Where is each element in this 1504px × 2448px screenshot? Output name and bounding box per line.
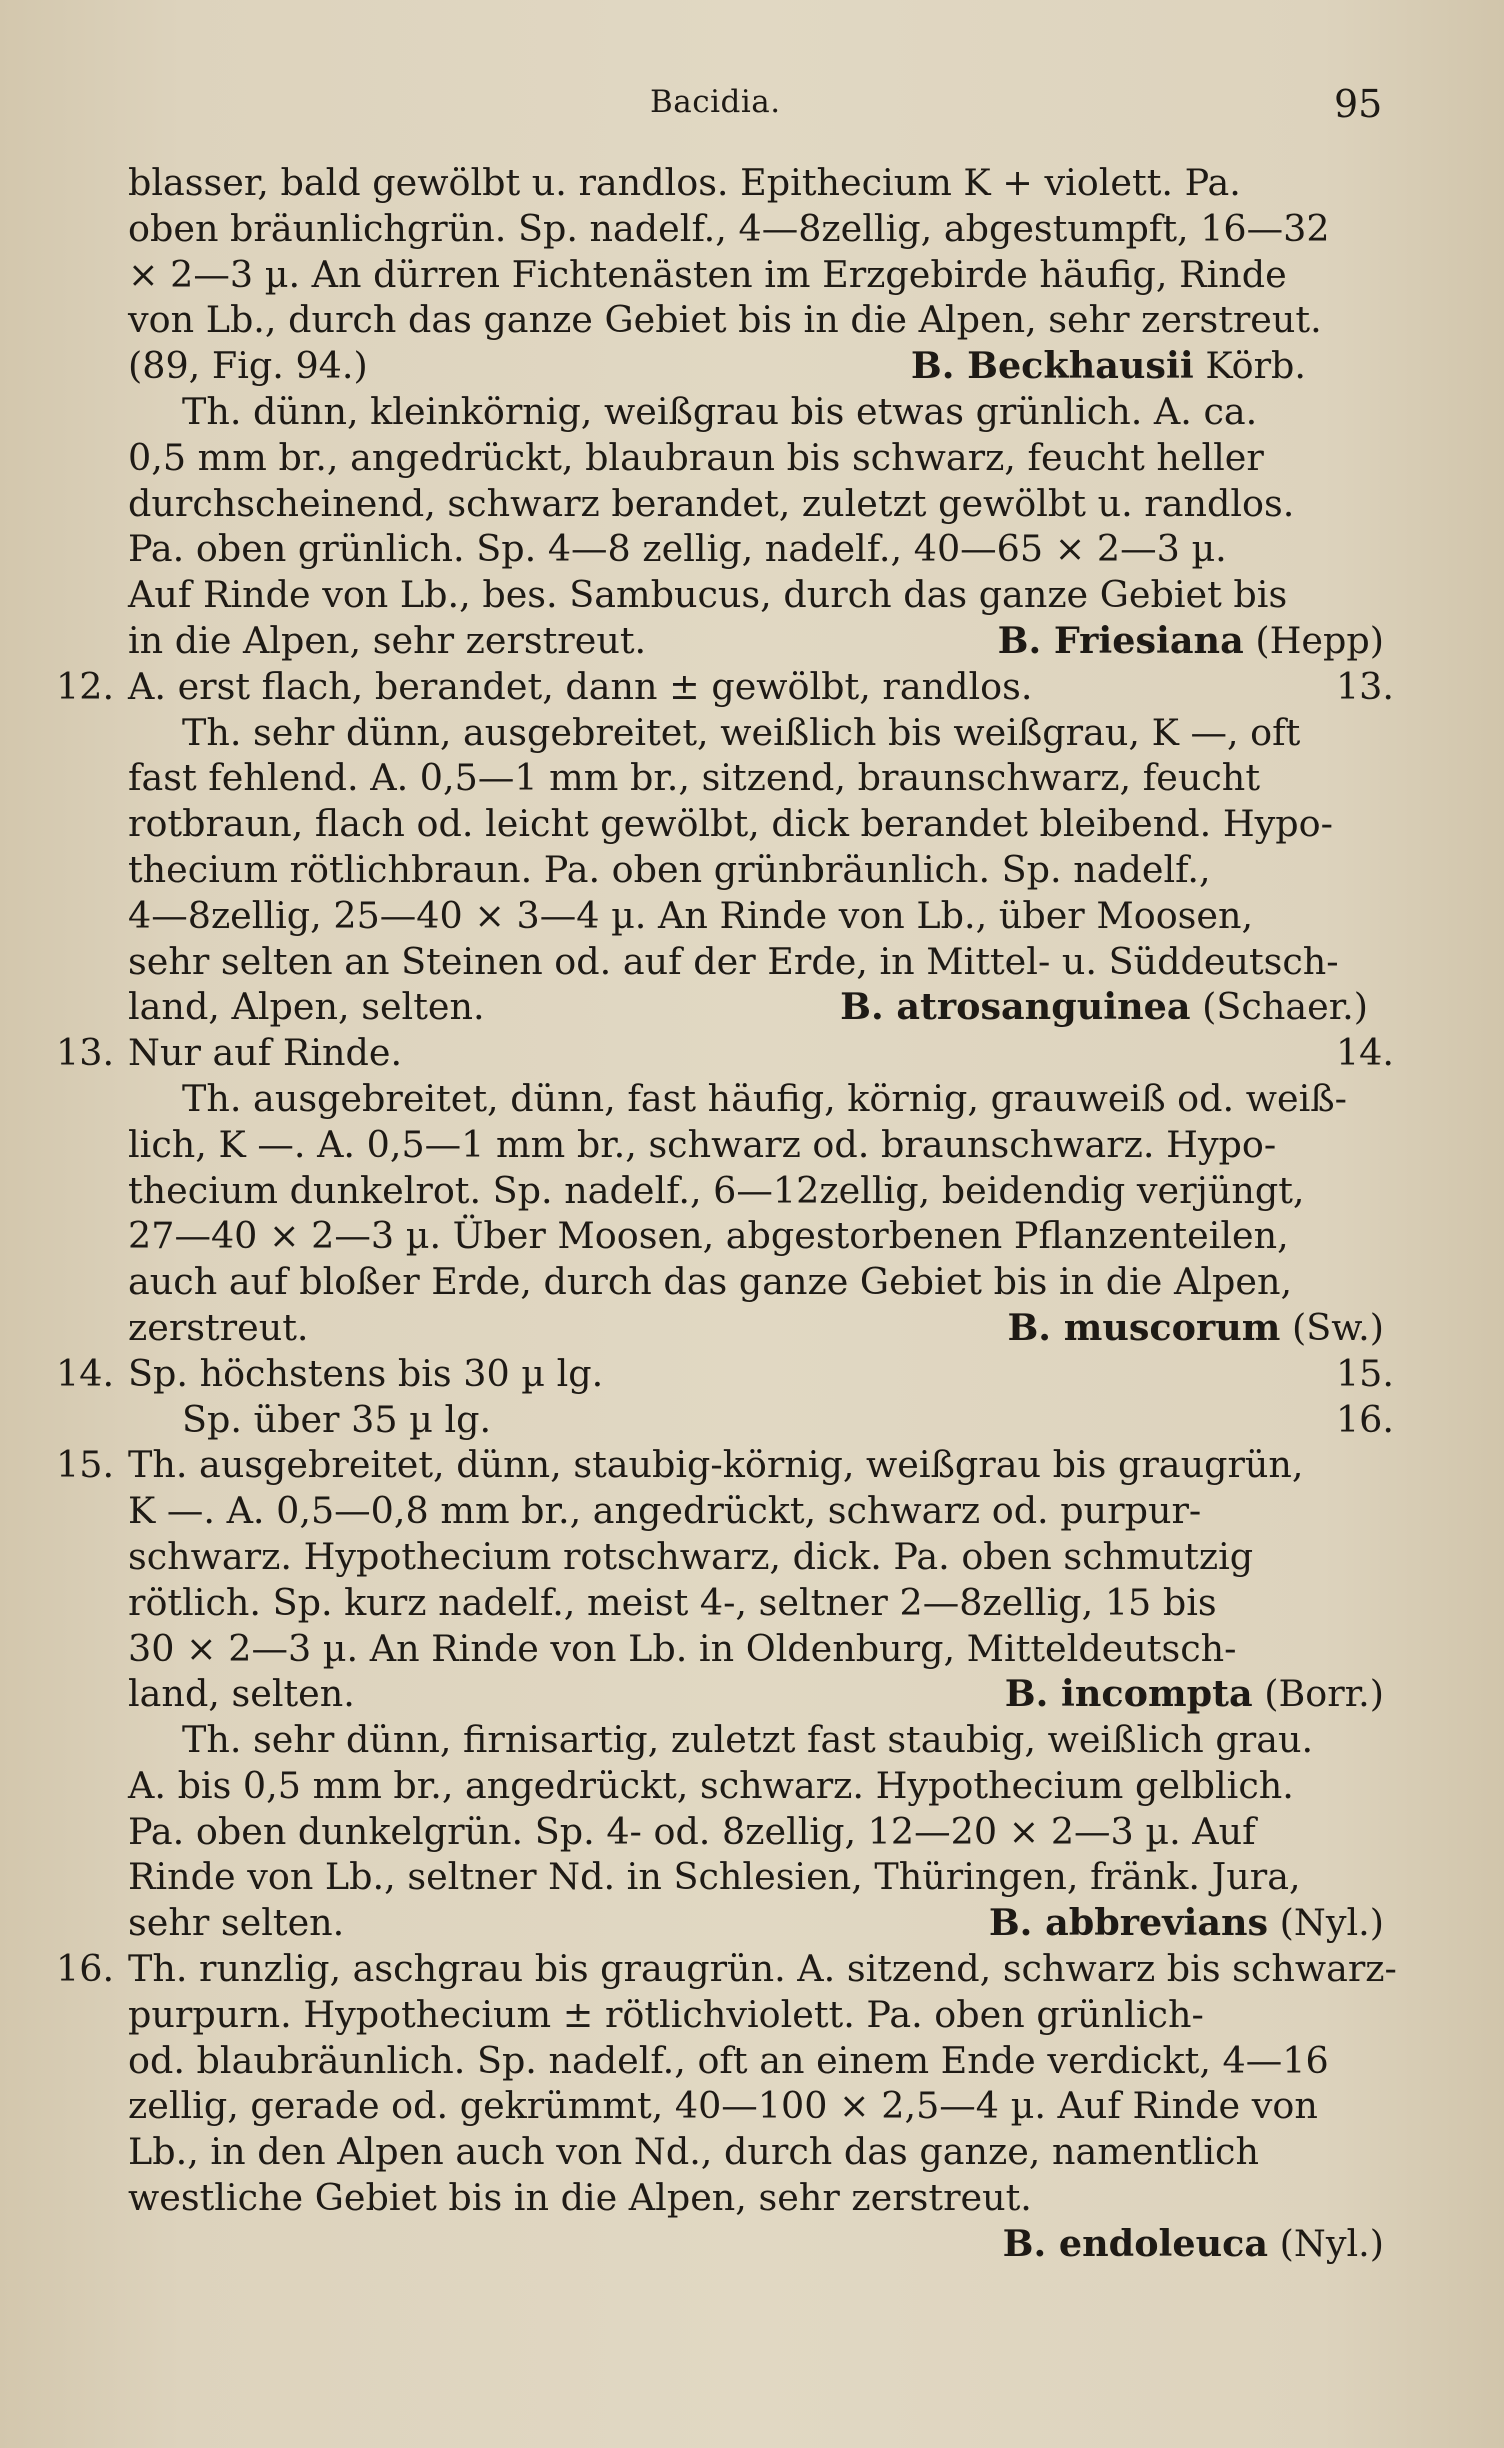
page-number: 95 xyxy=(1334,82,1383,126)
text-line: Th. sehr dünn, ausgebreitet, weißlich bis weißgrau, K —, oft xyxy=(182,710,1301,754)
text-line: rötlich. Sp. kurz nadelf., meist 4-, seltner 2—8zellig, 15 bis xyxy=(128,1580,1217,1624)
text-line: thecium rötlichbraun. Pa. oben grünbräunlich. Sp. nadelf., xyxy=(128,847,1211,891)
text-line: blasser, bald gewölbt u. randlos. Epithecium K + violett. Pa. xyxy=(128,161,1241,204)
couplet-number: 15. xyxy=(56,1443,115,1487)
text-line: lich, K —. A. 0,5—1 mm br., schwarz od. braunschwarz. Hypo- xyxy=(128,1122,1277,1166)
text-line: K —. A. 0,5—0,8 mm br., angedrückt, schwarz od. purpur- xyxy=(128,1489,1202,1533)
text-line: durchscheinend, schwarz berandet, zuletzt gewölbt u. randlos. xyxy=(128,481,1295,525)
text-line: fast fehlend. A. 0,5—1 mm br., sitzend, braunschwarz, feucht xyxy=(128,756,1260,800)
text-line: od. blaubräunlich. Sp. nadelf., oft an einem Ende verdickt, 4—16 xyxy=(128,2038,1329,2082)
text-line: westliche Gebiet bis in die Alpen, sehr zerstreut. xyxy=(128,2176,1032,2220)
text-line: schwarz. Hypothecium rotschwarz, dick. Pa. oben schmutzig xyxy=(128,1534,1254,1578)
text-line: Lb., in den Alpen auch von Nd., durch das ganze, namentlich xyxy=(128,2130,1259,2174)
key-text xyxy=(56,160,1397,2267)
couplet-line: 13. Nur auf Rinde. 14. xyxy=(56,1031,1394,1075)
text-line: (89, Fig. 94.) B. Beckhausii Körb. xyxy=(128,344,1306,388)
species-name: B. Friesiana (Hepp) xyxy=(997,618,1384,662)
couplet-reference: 14. xyxy=(1335,1031,1394,1075)
text-line: Th. ausgebreitet, dünn, fast häufig, körnig, grauweiß od. weiß- xyxy=(182,1076,1347,1120)
couplet-number: 16. xyxy=(56,1947,115,1991)
couplet-line: 12. A. erst flach, berandet, dann ± gewölbt, randlos. 13. xyxy=(56,664,1394,708)
text-line: oben bräunlichgrün. Sp. nadelf., 4—8zellig, abgestumpft, 16—32 xyxy=(128,206,1330,250)
couplet-number: 14. xyxy=(56,1351,115,1395)
text-line: thecium dunkelrot. Sp. nadelf., 6—12zellig, beidendig verjüngt, xyxy=(128,1168,1305,1212)
text-line: A. bis 0,5 mm br., angedrückt, schwarz. Hypothecium gelblich. xyxy=(128,1763,1294,1807)
species-name: B. muscorum (Sw.) xyxy=(1007,1305,1384,1349)
species-name: B. abbrevians (Nyl.) xyxy=(988,1901,1384,1945)
species-name: B. incompta (Borr.) xyxy=(1004,1672,1384,1716)
text-line: 30 × 2—3 µ. An Rinde von Lb. in Oldenburg, Mitteldeutsch- xyxy=(128,1626,1237,1670)
couplet-line: 15. Th. ausgebreitet, dünn, staubig-körnig, weißgrau bis graugrün, xyxy=(56,1443,1304,1487)
text-line: land, Alpen, selten. B. atrosanguinea (Schaer.) xyxy=(128,985,1368,1029)
text-line: Th. sehr dünn, firnisartig, zuletzt fast staubig, weißlich grau. xyxy=(182,1718,1314,1762)
text-line: in die Alpen, sehr zerstreut. B. Friesiana (Hepp) xyxy=(128,618,1384,662)
text-line: 0,5 mm br., angedrückt, blaubraun bis schwarz, feucht heller xyxy=(128,435,1264,479)
species-name: B. endoleuca (Nyl.) xyxy=(1002,2221,1384,2265)
text-line: auch auf bloßer Erde, durch das ganze Gebiet bis in die Alpen, xyxy=(128,1260,1293,1304)
text-line: Auf Rinde von Lb., bes. Sambucus, durch das ganze Gebiet bis xyxy=(128,573,1288,617)
couplet-line: Sp. über 35 µ lg. 16. xyxy=(182,1397,1394,1441)
couplet-line: 16. Th. runzlig, aschgrau bis graugrün. A. sitzend, schwarz bis schwarz- xyxy=(56,1947,1397,1991)
couplet-number: 12. xyxy=(56,664,115,708)
text-line: purpurn. Hypothecium ± rötlichviolett. Pa. oben grünlich- xyxy=(128,1992,1204,2036)
couplet-number: 13. xyxy=(56,1031,115,1075)
text-line: Rinde von Lb., seltner Nd. in Schlesien, Thüringen, fränk. Jura, xyxy=(128,1855,1301,1899)
couplet-reference: 16. xyxy=(1335,1397,1394,1441)
text-line xyxy=(128,2221,1394,2267)
text-line: zerstreut. B. muscorum (Sw.) xyxy=(128,1305,1384,1349)
running-head: Bacidia. xyxy=(650,84,781,120)
text-line: sehr selten an Steinen od. auf der Erde, in Mittel- u. Süddeutsch- xyxy=(128,939,1339,983)
text-line: 4—8zellig, 25—40 × 3—4 µ. An Rinde von Lb., über Moosen, xyxy=(128,893,1254,937)
text-line: land, selten. B. incompta (Borr.) xyxy=(128,1672,1384,1716)
text-line: rotbraun, flach od. leicht gewölbt, dick berandet bleibend. Hypo- xyxy=(128,802,1333,846)
text-line: zellig, gerade od. gekrümmt, 40—100 × 2,5—4 µ. Auf Rinde von xyxy=(128,2084,1318,2128)
text-line: Pa. oben grünlich. Sp. 4—8 zellig, nadelf., 40—65 × 2—3 µ. xyxy=(128,527,1227,571)
text-line: Th. dünn, kleinkörnig, weißgrau bis etwas grünlich. A. ca. xyxy=(182,389,1258,433)
species-name: B. atrosanguinea (Schaer.) xyxy=(840,985,1368,1029)
text-line: sehr selten. B. abbrevians (Nyl.) xyxy=(128,1901,1384,1945)
text-line: × 2—3 µ. An dürren Fichtenästen im Erzgebirde häufig, Rinde xyxy=(128,252,1287,296)
text-line: Pa. oben dunkelgrün. Sp. 4- od. 8zellig, 12—20 × 2—3 µ. Auf xyxy=(128,1809,1256,1853)
text-line: von Lb., durch das ganze Gebiet bis in die Alpen, sehr zerstreut. xyxy=(128,298,1322,342)
page-header xyxy=(0,78,1504,138)
couplet-reference: 13. xyxy=(1335,664,1394,708)
couplet-reference: 15. xyxy=(1335,1351,1394,1395)
text-line: 27—40 × 2—3 µ. Über Moosen, abgestorbenen Pflanzenteilen, xyxy=(128,1214,1289,1258)
species-name: B. Beckhausii Körb. xyxy=(910,344,1306,388)
couplet-line: 14. Sp. höchstens bis 30 µ lg. 15. xyxy=(56,1351,1394,1395)
